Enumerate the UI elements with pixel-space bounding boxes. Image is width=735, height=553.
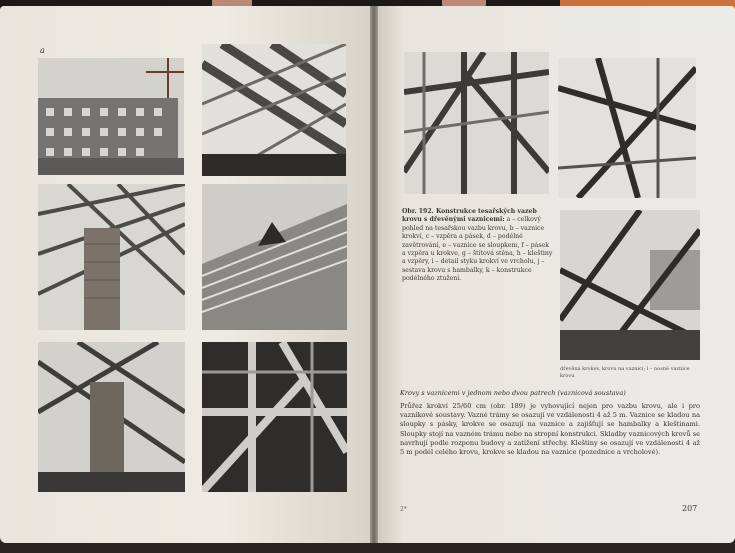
caption-bottom: dřevěná krokev, krovu na vaznici; l – nosné vaznice krovu (560, 366, 690, 379)
photo-roof-rafters-1 (202, 44, 346, 176)
photo-building-crane (38, 58, 184, 175)
photo-rafter-joint (558, 58, 696, 198)
photo-label-a: a (40, 46, 45, 55)
section-heading: Krovy s vaznicemi v jednom nebo dvou patrech (vaznicová soustava) (400, 389, 626, 397)
page-number: 207 (682, 504, 698, 513)
caption-body: a – celkový pohled na tesařskou vazbu krovu, b – vaznice krokví, c – vzpěra a pásek, d – podélné zavětrování, e – vaznice se sloupkem, f – pásek a vzpěra u krokve, g – štítová stěna, h – kleštiny a vzpěry, i – detail styku krokví ve vrcholu, j – sestava krovu s hambalky, k – konstrukce podélného ztužení. (402, 216, 553, 283)
figure-caption (402, 208, 554, 284)
foot-mark: 2* (400, 506, 407, 513)
body-paragraph: Průřez krokví 25/60 cm (obr. 189) je vyhovující nejen pro vazbu krovu, ale i pro vazníkové soustavy. Vazné trámy se osazují ve vzdálenosti 4 až 5 m. Vaznice se kladou na sloupky s pásky, krokve se osazují na vaznice a zajišťují se hambalky a kleštinami. Sloupky stojí na vazném trámu nebo na stropní konstrukci. Skladby vaznicových krovů se navrhují podle rozponu budovy a zatížení střechy. Kleštiny se osazují ve vzdálenosti 4 až 5 m podél celého krovu, krokve se kladou na vaznice (pozednice a vrcholové). (400, 402, 700, 457)
photo-chimney-rafters (38, 184, 185, 330)
book-gutter (370, 6, 378, 543)
photo-chimney-truss (38, 342, 185, 492)
photo-roof-battens (202, 184, 347, 330)
photo-truss-frame (202, 342, 347, 492)
photo-roof-town (560, 210, 700, 360)
photo-truss-overview (404, 52, 549, 194)
caption-lead: Obr. 192. Konstrukce tesařských vazeb krovu s dřevěnými vaznicemi: (402, 208, 537, 224)
